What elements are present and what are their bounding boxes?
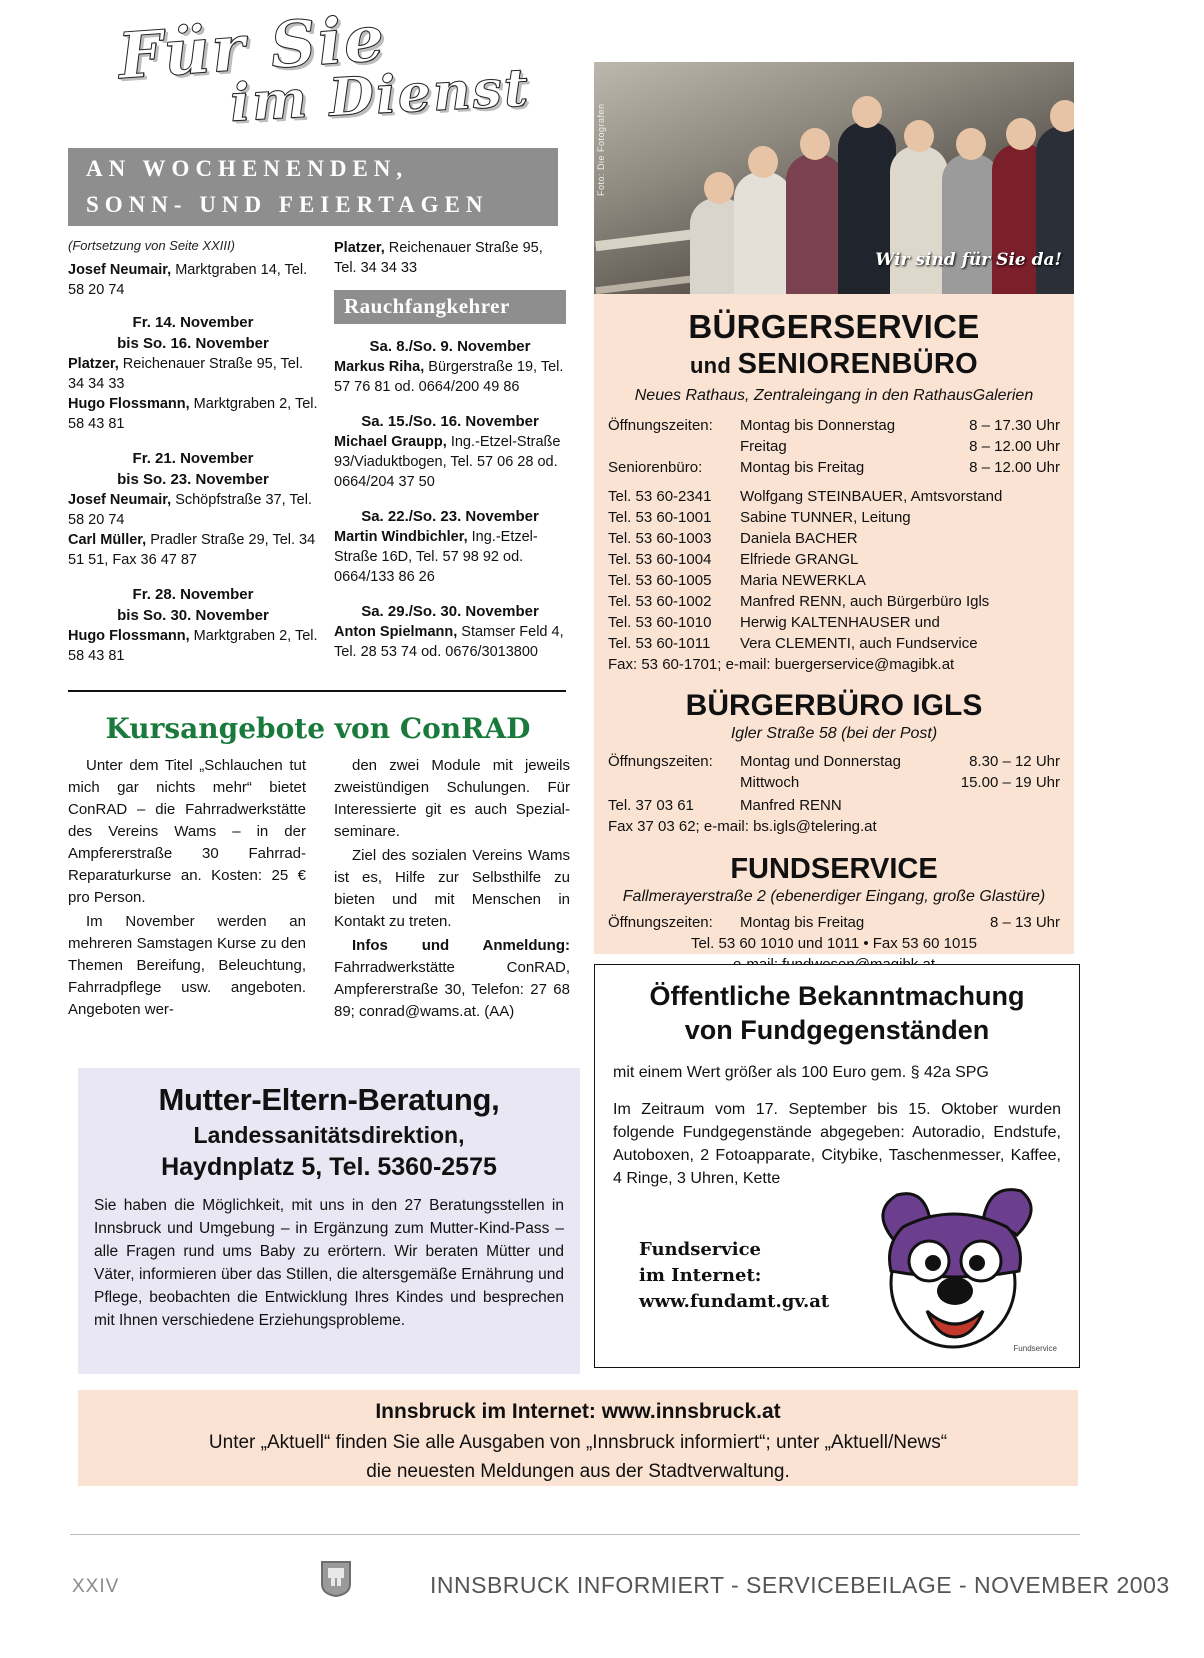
hours-days: Montag und Donnerstag <box>740 753 901 770</box>
contact-row <box>608 591 1060 612</box>
contact-tel: Tel. 53 60-1005 <box>608 572 712 589</box>
contact-name: Vera CLEMENTI, auch Fundservice <box>740 635 978 652</box>
city-crest-icon <box>320 1560 352 1598</box>
duty-entry <box>68 530 318 570</box>
seniorenbuero-prefix: und <box>689 353 738 378</box>
fundbox-paragraph-2: Im Zeitraum vom 17. September bis 15. Oktober wurden folgende Fundgegenstände abgegeben: Autoradio, Endstufe, Autoboxen, 2 Fotoapparate, Citybike, Taschenmesser, Kaffee, 4 Ringe, 3 Uhren, Kette <box>613 1101 1061 1187</box>
duty-block <box>68 448 318 570</box>
duty-entry-name: Hugo Flossmann, <box>68 628 190 644</box>
footer-divider <box>70 1534 1080 1535</box>
fundgegenstaende-box <box>594 964 1080 1368</box>
conrad-info-label: Infos und Anmeldung: <box>352 937 570 954</box>
contact-row <box>608 633 1060 654</box>
hours-days: Montag bis Freitag <box>740 459 865 476</box>
sweep-entry <box>334 527 566 587</box>
conrad-info <box>334 935 570 1023</box>
internet-banner <box>78 1390 1078 1486</box>
mutter-eltern-box <box>78 1068 580 1374</box>
igls-hours-row <box>608 772 1060 793</box>
hours-time: 8.30 – 12 Uhr <box>969 753 1060 770</box>
duty-block <box>68 584 318 666</box>
igls-fax: Fax 37 03 62; e-mail: bs.igls@telering.at <box>608 818 877 835</box>
sweep-entry-name: Anton Spielmann, <box>334 624 458 640</box>
contact-tel: Tel. 53 60-1010 <box>608 614 712 631</box>
duty-block-head: Fr. 28. November bis So. 30. November <box>117 586 269 624</box>
photo-credit: Foto: Die Fotografen <box>596 103 606 196</box>
sweep-entry-name: Markus Riha, <box>334 359 425 375</box>
duty-entry <box>68 626 318 666</box>
hours-days: Freitag <box>740 438 787 455</box>
photo-caption: Wir sind für Sie da! <box>875 250 1062 270</box>
hours-label <box>608 436 740 457</box>
staff-photo <box>594 62 1074 294</box>
fundservice-web-line2: im Internet: <box>639 1265 762 1286</box>
mutter-address: Haydnplatz 5, Tel. 5360-2575 <box>161 1153 497 1181</box>
duty-entry-name: Josef Neumair, <box>68 262 172 278</box>
section-header-bar <box>68 148 558 226</box>
hours-time: 15.00 – 19 Uhr <box>960 774 1060 791</box>
duty-entry-detail: Schöpfstraße 37, Tel. 58 20 74 <box>68 492 312 528</box>
contact-name: Manfred RENN, auch Bürgerbüro Igls <box>740 593 990 610</box>
contact-list <box>608 486 1060 675</box>
duty-entry-detail: Pradler Straße 29, Tel. 34 51 51, Fax 36 47 87 <box>68 532 316 568</box>
sweep-entry <box>334 357 566 397</box>
hours-time: 8 – 13 Uhr <box>989 914 1060 931</box>
sweep-entry-detail: Ing.-Etzel-Straße 16D, Tel. 57 98 92 od. 0664/133 86 26 <box>334 529 538 585</box>
contact-row <box>608 528 1060 549</box>
middle-column <box>334 238 566 676</box>
hours-label: Öffnungszeiten: <box>608 417 713 434</box>
fundservice-title: FUNDSERVICE <box>730 853 938 885</box>
hours-time: 8 – 12.00 Uhr <box>969 438 1060 455</box>
masthead-line1: Für Sie <box>115 0 389 94</box>
masthead <box>70 0 570 140</box>
contact-row <box>608 612 1060 633</box>
conrad-title: Kursangebote von ConRAD <box>105 712 531 745</box>
hours-days: Montag bis Donnerstag <box>740 417 896 434</box>
mutter-title: Mutter-Eltern-Beratung, <box>158 1082 500 1117</box>
duty-entry-name: Platzer, <box>334 240 385 256</box>
duty-entry-detail: Marktgraben 2, Tel. 58 43 81 <box>68 396 318 432</box>
duty-block-head: Fr. 21. November bis So. 23. November <box>117 450 269 488</box>
buergerservice-location: Neues Rathaus, Zentraleingang in den RathausGalerien <box>634 387 1034 404</box>
hours-label: Öffnungszeiten: <box>608 753 713 770</box>
sweep-block <box>334 336 566 397</box>
fundservice-tel: Tel. 53 60 1010 und 1011 • Fax 53 60 1015 <box>690 935 978 952</box>
duty-entry <box>68 490 318 530</box>
duty-entry <box>334 238 566 278</box>
photo-person <box>890 146 948 294</box>
sweep-entry-detail: Stamser Feld 4, Tel. 28 53 74 od. 0676/3013800 <box>334 624 564 660</box>
fundservice-web-url[interactable]: www.fundamt.gv.at <box>639 1291 830 1312</box>
contact-tel: Tel. 53 60-1001 <box>608 509 712 526</box>
duty-entry <box>68 354 318 394</box>
contact-name: Elfriede GRANGL <box>740 551 859 568</box>
sweep-block <box>334 506 566 587</box>
sweep-entry-detail: Ing.-Etzel-Straße 93/Viaduktbogen, Tel. 57 06 28 od. 0664/204 37 50 <box>334 434 561 490</box>
contact-tel: Tel. 53 60-1003 <box>608 530 712 547</box>
seniorenbuero-title <box>608 348 1060 381</box>
duty-block-head: Fr. 14. November bis So. 16. November <box>117 314 269 352</box>
left-column <box>68 238 318 680</box>
igls-hours-row <box>608 751 1060 772</box>
fundservice-web-block <box>639 1237 829 1315</box>
duty-entry <box>68 260 318 300</box>
buergerservice-title: BÜRGERSERVICE <box>688 308 980 345</box>
divider <box>68 690 566 692</box>
conrad-paragraph: den zwei Module mit jeweils zweistündigen Schulungen. Für Interessierte git es auch Spezial-seminare. <box>334 757 570 840</box>
continuation-note: (Fortsetzung von Seite XXIII) <box>68 238 235 253</box>
photo-person <box>734 172 792 294</box>
hours-days: Montag bis Freitag <box>740 914 865 931</box>
section-header-line2: SONN- UND FEIERTAGEN <box>86 192 489 217</box>
contact-name: Sabine TUNNER, Leitung <box>740 509 911 526</box>
duty-entry-name: Carl Müller, <box>68 532 147 548</box>
hours-time: 8 – 12.00 Uhr <box>969 459 1060 476</box>
banner-line3: die neuesten Meldungen aus der Stadtverwaltung. <box>366 1461 790 1482</box>
sweep-entry-name: Martin Windbichler, <box>334 529 468 545</box>
contact-row <box>608 570 1060 591</box>
fundbox-title-line2: von Fundgegenständen <box>684 1015 990 1045</box>
fundservice-hours-row <box>608 912 1060 933</box>
duty-entry-detail: Reichenauer Straße 95, Tel. 34 34 33 <box>68 356 304 392</box>
contact-row <box>608 549 1060 570</box>
contact-tel: Tel. 53 60-2341 <box>608 488 712 505</box>
hours-label <box>608 772 740 793</box>
dog-signature: Fundservice <box>1013 1344 1057 1353</box>
contact-tel: Tel. 53 60-1004 <box>608 551 712 568</box>
hours-days: Mittwoch <box>740 774 800 791</box>
duty-entry-detail: Reichenauer Straße 95, Tel. 34 34 33 <box>334 240 543 276</box>
conrad-column-1 <box>68 755 306 1023</box>
conrad-paragraph: Unter dem Titel „Schlauchen tut mich gar nichts mehr“ bietet ConRAD – die Fahrradwerkstätte des Vereins Wams – in der Ampfererstraße 30 Fahrrad-Reparaturkurse an. Kosten: 25 € pro Person. <box>68 757 306 906</box>
fundservice-location: Fallmerayerstraße 2 (ebenerdiger Eingang, große Glastüre) <box>622 888 1046 905</box>
section-header-line1: AN WOCHENENDEN, <box>86 156 409 181</box>
hours-row <box>608 457 1060 478</box>
duty-entry-name: Josef Neumair, <box>68 492 172 508</box>
page-number: XXIV <box>72 1576 120 1597</box>
buergerservice-fax: Fax: 53 60-1701; e-mail: buergerservice@magibk.at <box>608 656 955 673</box>
contact-row <box>608 486 1060 507</box>
chimney-sweep-header: Rauchfangkehrer <box>334 290 566 324</box>
sweep-block-head: Sa. 29./So. 30. November <box>361 603 539 620</box>
contact-name: Daniela BACHER <box>740 530 858 547</box>
contact-row <box>608 507 1060 528</box>
sweep-block <box>334 601 566 662</box>
buergerbuero-igls-title: BÜRGERBÜRO IGLS <box>685 689 983 722</box>
conrad-paragraph: Ziel des sozialen Vereins Wams ist es, Hilfe zur Selbsthilfe zu bieten und mit Menschen in Kontakt zu treten. <box>334 847 570 930</box>
duty-entry-detail: Marktgraben 14, Tel. 58 20 74 <box>68 262 308 298</box>
contact-name: Maria NEWERKLA <box>740 572 866 589</box>
igls-tel: Tel. 37 03 61 <box>608 797 694 814</box>
duty-entry <box>68 394 318 434</box>
banner-line2: Unter „Aktuell“ finden Sie alle Ausgaben von „Innsbruck informiert“; unter „Aktuell/News“ <box>208 1432 948 1453</box>
duty-block <box>68 312 318 434</box>
fundbox-title-line1: Öffentliche Bekanntmachung <box>649 981 1025 1011</box>
duty-entry-detail: Marktgraben 2, Tel. 58 43 81 <box>68 628 318 664</box>
igls-contact-name: Manfred RENN <box>740 797 842 814</box>
sweep-entry-name: Michael Graupp, <box>334 434 447 450</box>
contact-tel: Tel. 53 60-1002 <box>608 593 712 610</box>
sweep-block <box>334 411 566 492</box>
sweep-entry <box>334 622 566 662</box>
fundbox-paragraph-1: mit einem Wert größer als 100 Euro gem. § 42a SPG <box>613 1064 989 1081</box>
conrad-column-2 <box>334 755 570 1025</box>
footer-text: INNSBRUCK INFORMIERT - SERVICEBEILAGE - NOVEMBER 2003 <box>430 1572 1170 1598</box>
sweep-block-head: Sa. 8./So. 9. November <box>369 338 531 355</box>
hours-label: Öffnungszeiten: <box>608 914 713 931</box>
fundservice-web-line1: Fundservice <box>639 1239 762 1260</box>
banner-line1[interactable]: Innsbruck im Internet: www.innsbruck.at <box>375 1400 781 1423</box>
hours-row <box>608 436 1060 457</box>
mutter-body: Sie haben die Möglichkeit, mit uns in den 27 Beratungsstellen in Innsbruck und Umgebung – in Ergänzung zum Mutter-Kind-Pass – alle Fragen rund ums Baby zu erörtern. Wir beraten Mütter und Väter, informieren über das Stillen, die altersgemäße Ernährung und Pflege, beobachten die Entwicklung Ihres Kindes und besprechen mit Ihnen verschiedene Erziehungsprobleme. <box>94 1197 564 1329</box>
sweep-block-head: Sa. 15./So. 16. November <box>361 413 539 430</box>
duty-entry-name: Hugo Flossmann, <box>68 396 190 412</box>
sweep-entry <box>334 432 566 492</box>
buergerservice-panel <box>594 294 1074 954</box>
sweep-block-head: Sa. 22./So. 23. November <box>361 508 539 525</box>
contact-name: Wolfgang STEINBAUER, Amtsvorstand <box>740 488 1003 505</box>
seniorenbuero-name: SENIORENBÜRO <box>737 348 979 380</box>
igls-contact-row <box>608 795 1060 816</box>
dog-mascot-icon <box>841 1187 1061 1357</box>
contact-tel: Tel. 53 60-1011 <box>608 635 711 652</box>
photo-person <box>786 154 844 294</box>
contact-name: Herwig KALTENHAUSER und <box>740 614 940 631</box>
masthead-line2: im Dienst <box>228 57 532 134</box>
hours-row <box>608 415 1060 436</box>
hours-label: Seniorenbüro: <box>608 459 703 476</box>
sweep-entry-detail: Bürgerstraße 19, Tel. 57 76 81 od. 0664/200 49 86 <box>334 359 564 395</box>
hours-time: 8 – 17.30 Uhr <box>969 417 1060 434</box>
igls-location: Igler Straße 58 (bei der Post) <box>730 725 938 742</box>
duty-entry-name: Platzer, <box>68 356 119 372</box>
conrad-paragraph: Im November werden an mehreren Samstagen Kurse zu den Themen Bereifung, Beleuchtung, Fahrradpflege usw. angeboten. Angeboten wer- <box>68 913 306 1018</box>
conrad-info-text: Fahrradwerkstätte ConRAD, Ampfererstraße 30, Telefon: 27 68 89; conrad@wams.at. (AA) <box>334 959 570 1020</box>
mutter-subtitle: Landessanitätsdirektion, <box>193 1122 465 1148</box>
